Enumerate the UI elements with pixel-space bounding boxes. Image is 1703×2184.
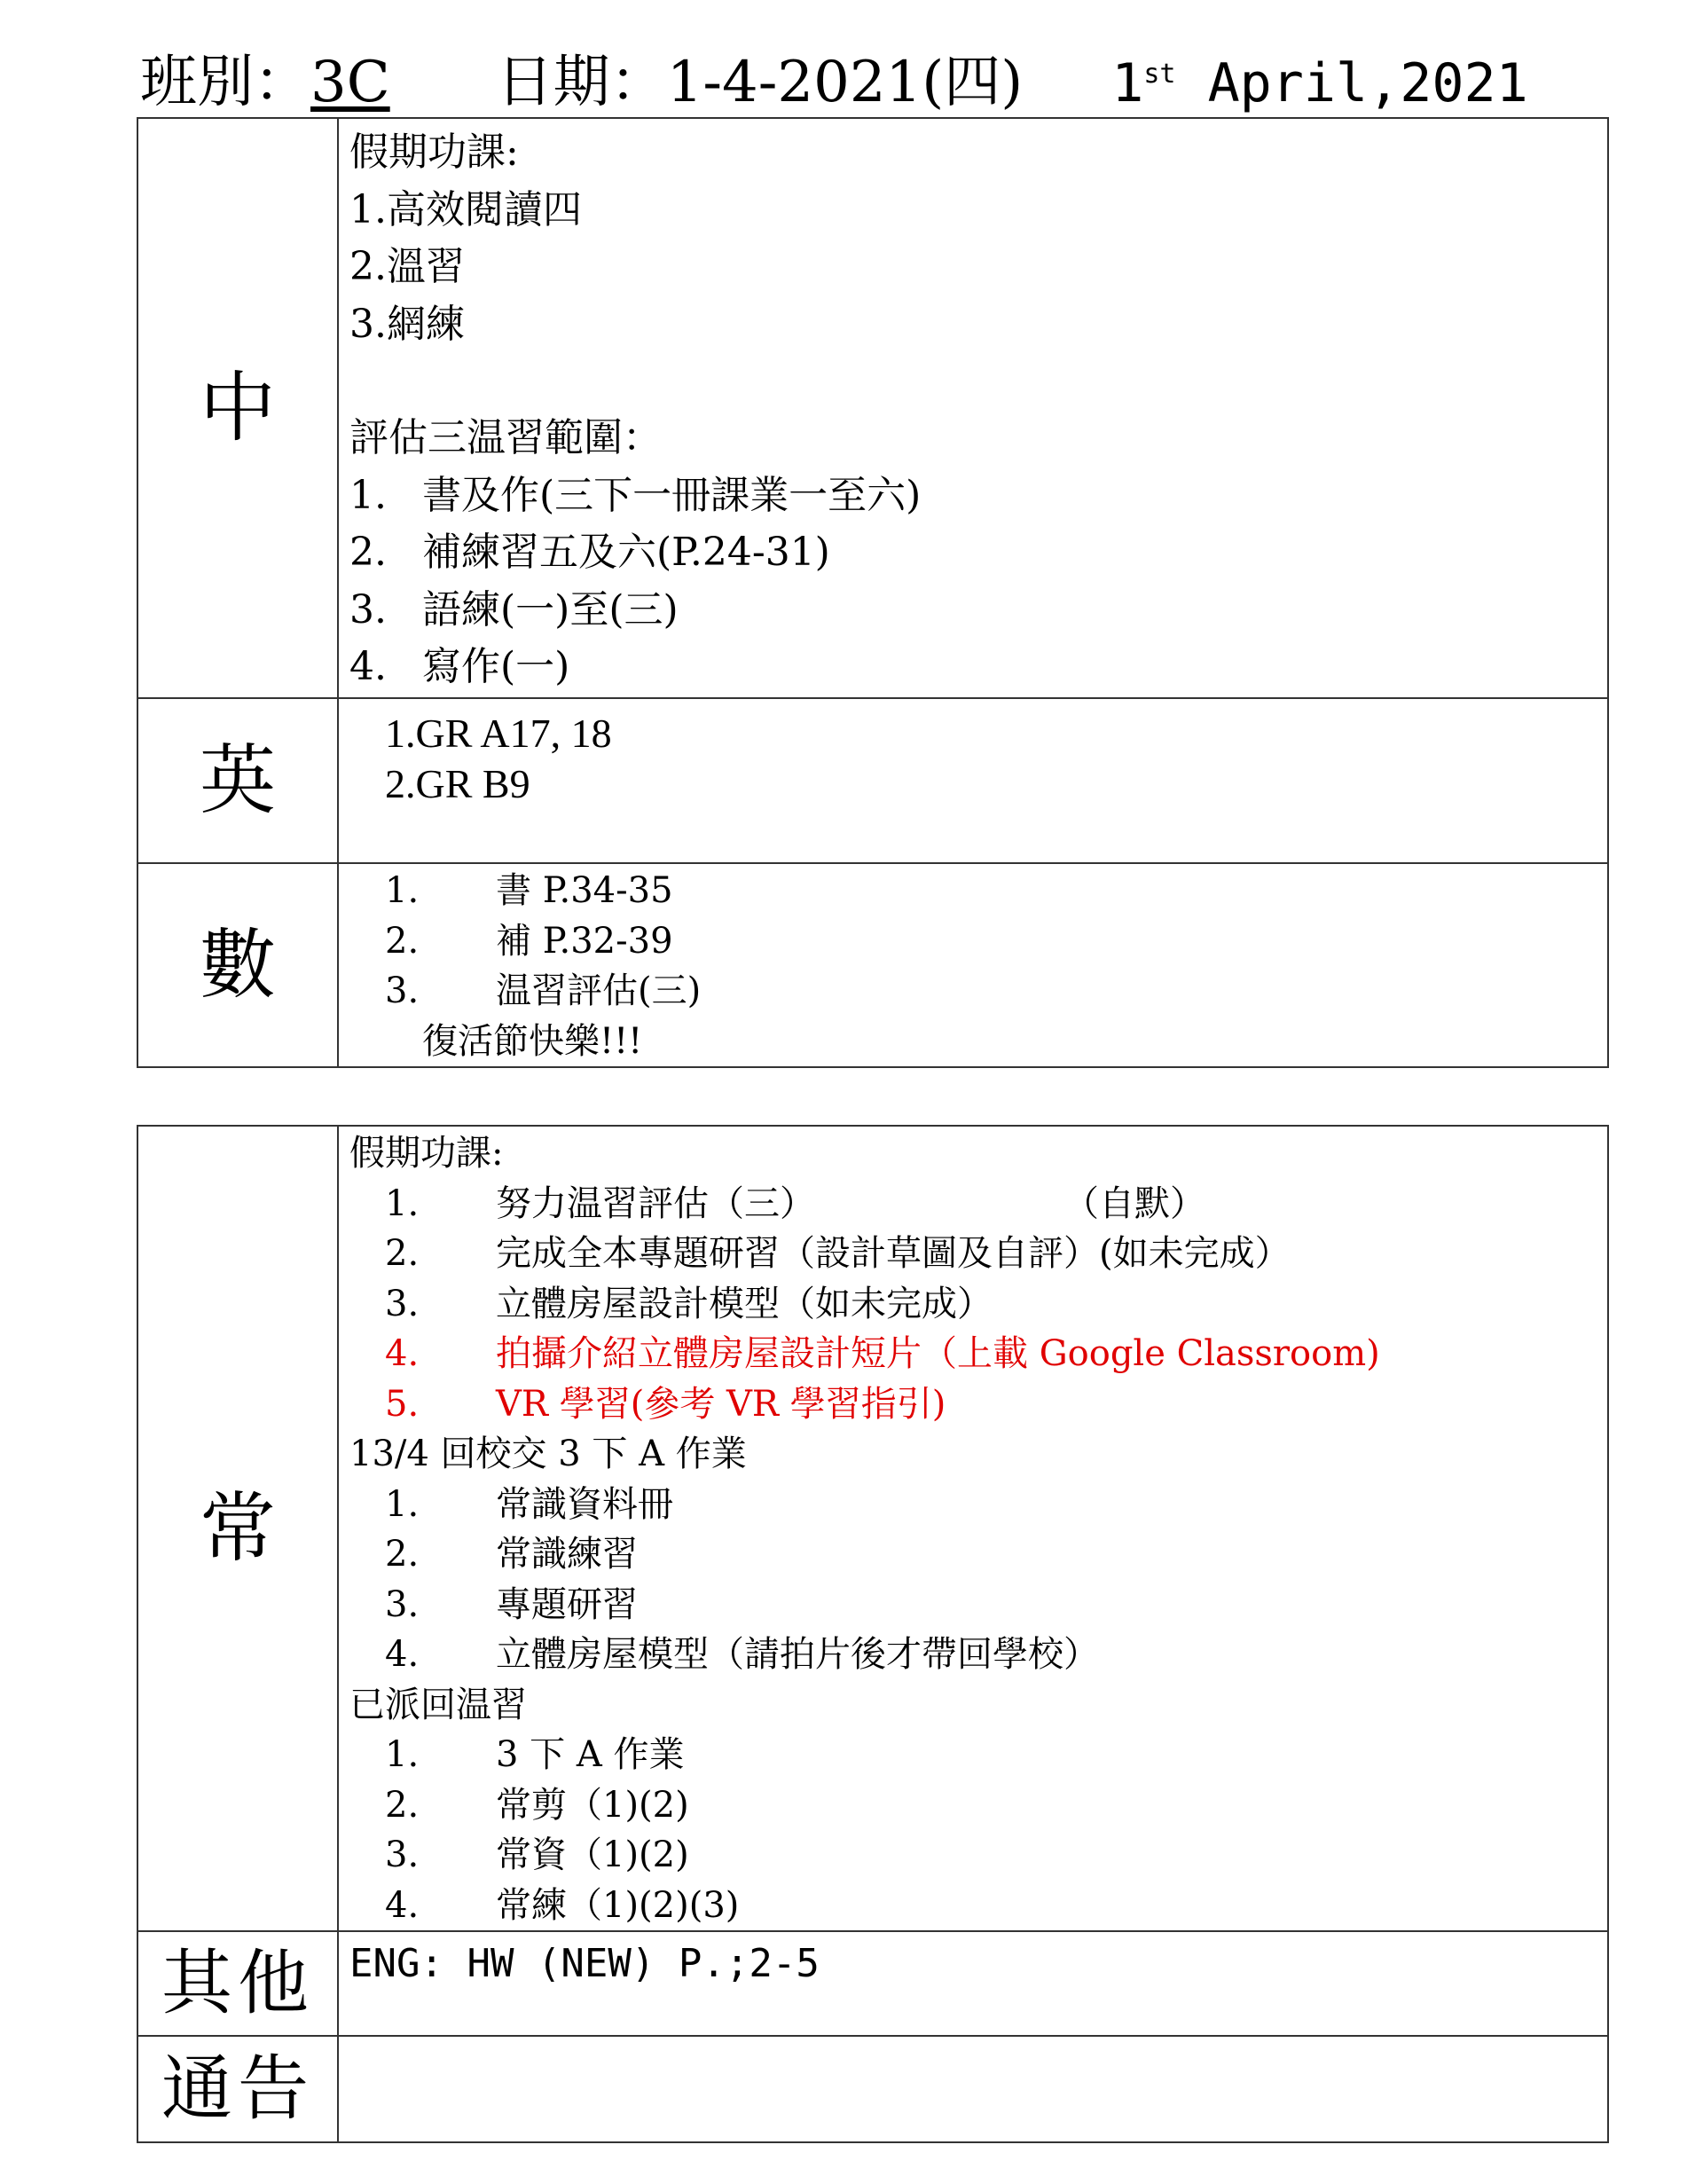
subject-cell-others — [137, 1931, 338, 2036]
list-item: 2. 常識練習 — [385, 1534, 638, 1575]
chinese-title-scope: 評估三温習範圍： — [349, 415, 662, 460]
date-label: 日期： — [496, 50, 667, 115]
subject-cell-math — [137, 863, 338, 1067]
list-item: 4. 立體房屋模型（請拍片後才帶回學校） — [385, 1634, 1099, 1675]
content-cell-others — [338, 1931, 1608, 2036]
content-cell-math — [338, 863, 1608, 1067]
list-item: 1. 努力温習評估（三） （自默） — [385, 1182, 1205, 1224]
row-chinese — [137, 118, 1608, 698]
list-item: 1. 書 P.34-35 — [385, 870, 673, 911]
subject-others: 其他 — [161, 1942, 314, 2024]
subject-cell-chinese — [137, 118, 338, 698]
subject-english: 英 — [200, 736, 276, 825]
row-math — [137, 863, 1608, 1067]
subject-notice: 通告 — [161, 2047, 314, 2130]
list-item: 1.GR A17, 18 — [385, 711, 612, 756]
list-item: 1. 常識資料冊 — [385, 1483, 673, 1525]
list-item: 3. 專題研習 — [385, 1583, 638, 1625]
class-label: 班別： — [140, 50, 310, 115]
list-item: 4. 寫作(一) — [349, 644, 570, 689]
homework-table-bottom — [137, 1125, 1609, 2143]
list-item: 3. 常資（1)(2) — [385, 1834, 689, 1875]
general-title-revise: 已派回温習 — [349, 1684, 527, 1725]
list-item: 2. 補 P.32-39 — [385, 920, 673, 962]
chinese-title-holiday: 假期功課: — [349, 130, 519, 175]
list-item-highlight: 4. 拍攝介紹立體房屋設計短片（上載 Google Classroom) — [385, 1333, 1380, 1374]
list-item: 3. 温習評估(三) — [385, 970, 702, 1011]
english-date: 1st April,2021 — [1111, 52, 1528, 114]
general-title-return: 13/4 回校交 3 下 A 作業 — [349, 1434, 747, 1474]
others-text: ENG: HW (NEW) P.;2-5 — [349, 1941, 820, 1986]
list-item: 3.網練 — [349, 301, 465, 347]
list-item: 1. 書及作(三下一冊課業一至六) — [349, 472, 922, 518]
subject-general: 常 — [200, 1484, 276, 1573]
list-item: 2.溫習 — [349, 244, 465, 289]
content-cell-notice — [338, 2036, 1608, 2142]
list-item: 1. 3 下 A 作業 — [385, 1734, 685, 1775]
subject-cell-english — [137, 698, 338, 863]
row-others — [137, 1931, 1608, 2036]
row-english — [137, 698, 1608, 863]
list-item: 3. 立體房屋設計模型（如未完成） — [385, 1283, 993, 1324]
list-item: 4. 常練（1)(2)(3) — [385, 1884, 740, 1926]
class-value: 3C — [310, 50, 390, 115]
list-item: 3. 語練(一)至(三) — [349, 586, 679, 632]
content-cell-general — [338, 1126, 1608, 1931]
list-item: 2. 常剪（1)(2) — [385, 1784, 689, 1826]
row-notice — [137, 2036, 1608, 2142]
content-cell-english — [338, 698, 1608, 863]
homework-table-top — [137, 117, 1609, 1068]
row-general — [137, 1126, 1608, 1931]
subject-cell-general — [137, 1126, 338, 1931]
page-header — [140, 43, 1613, 122]
list-item-highlight: 5. VR 學習(參考 VR 學習指引) — [385, 1383, 946, 1425]
general-title-holiday: 假期功課: — [349, 1133, 504, 1174]
list-item: 2. 補練習五及六(P.24-31) — [349, 530, 830, 575]
list-item: 2. 完成全本專題研習（設計草圖及自評）(如未完成） — [385, 1233, 1291, 1274]
notice-text — [339, 2037, 1607, 2042]
subject-chinese: 中 — [200, 364, 276, 452]
math-greeting: 復活節快樂!!! — [422, 1020, 643, 1062]
date-value: 1-4-2021(四) — [666, 50, 1024, 115]
subject-cell-notice — [137, 2036, 338, 2142]
list-item: 1.高效閱讀四 — [349, 186, 582, 232]
subject-math: 數 — [200, 921, 276, 1010]
content-cell-chinese — [338, 118, 1608, 698]
list-item: 2.GR B9 — [385, 761, 530, 806]
